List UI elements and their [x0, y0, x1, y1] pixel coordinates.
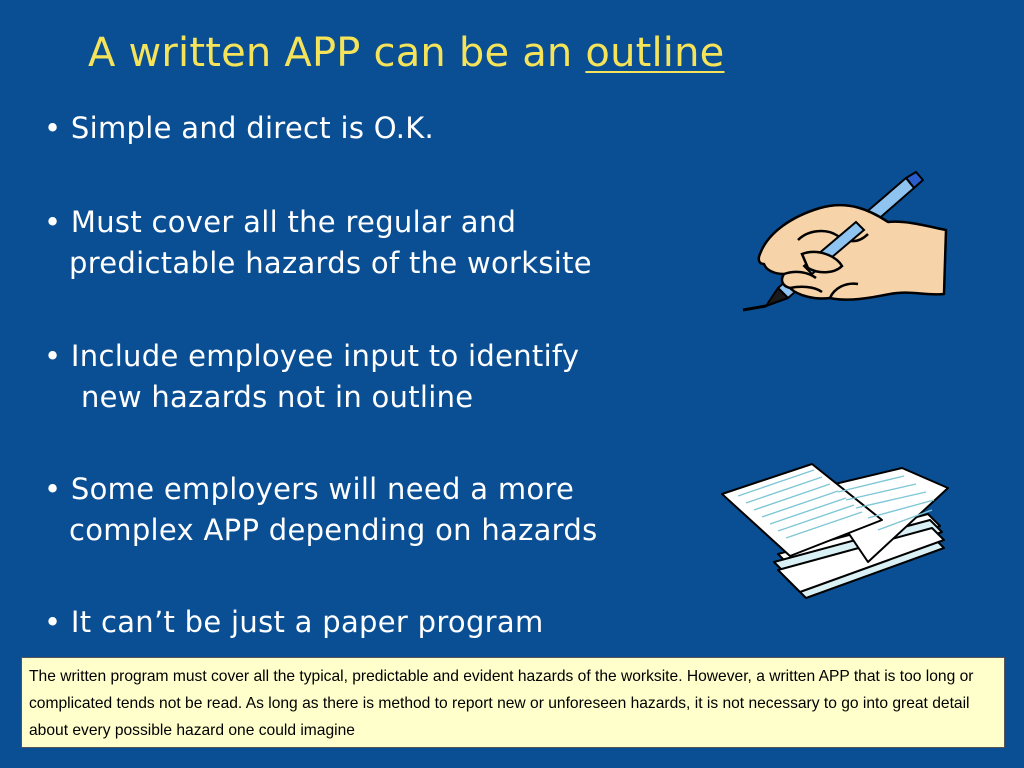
bullet-item-1 — [44, 108, 434, 149]
bullet-text: • It can’t be just a paper program — [44, 605, 544, 639]
bullet-text: • Some employers will need a more — [44, 472, 575, 506]
slide-title — [88, 30, 725, 76]
slide-title-emphasis: outline — [585, 30, 725, 76]
bullet-item-4 — [44, 469, 598, 551]
hand-writing-pen-icon — [738, 170, 953, 315]
bullet-text-continued: complex APP depending on hazards — [69, 513, 598, 547]
slide-title-main: A written APP can be an — [88, 30, 586, 76]
stack-of-papers-icon — [718, 458, 954, 606]
bullet-text: • Must cover all the regular and — [44, 205, 517, 239]
bullet-item-3 — [44, 336, 579, 418]
speaker-note-box — [21, 657, 1005, 748]
bullet-text: • Include employee input to identify — [44, 339, 580, 373]
bullet-text-continued: predictable hazards of the worksite — [69, 246, 592, 280]
bullet-item-2 — [44, 202, 592, 284]
bullet-text-continued: new hazards not in outline — [81, 380, 474, 414]
bullet-text: • Simple and direct is O.K. — [44, 111, 435, 145]
bullet-item-5 — [44, 602, 544, 643]
speaker-note-text: The written program must cover all the typical, predictable and evident hazards of the worksite. However, a written APP that is too long or complicated tends not be read. As long as there is method to report new or unforeseen hazards, it is not necessary to go into great detail about every possible hazard one could imagine — [29, 668, 974, 739]
